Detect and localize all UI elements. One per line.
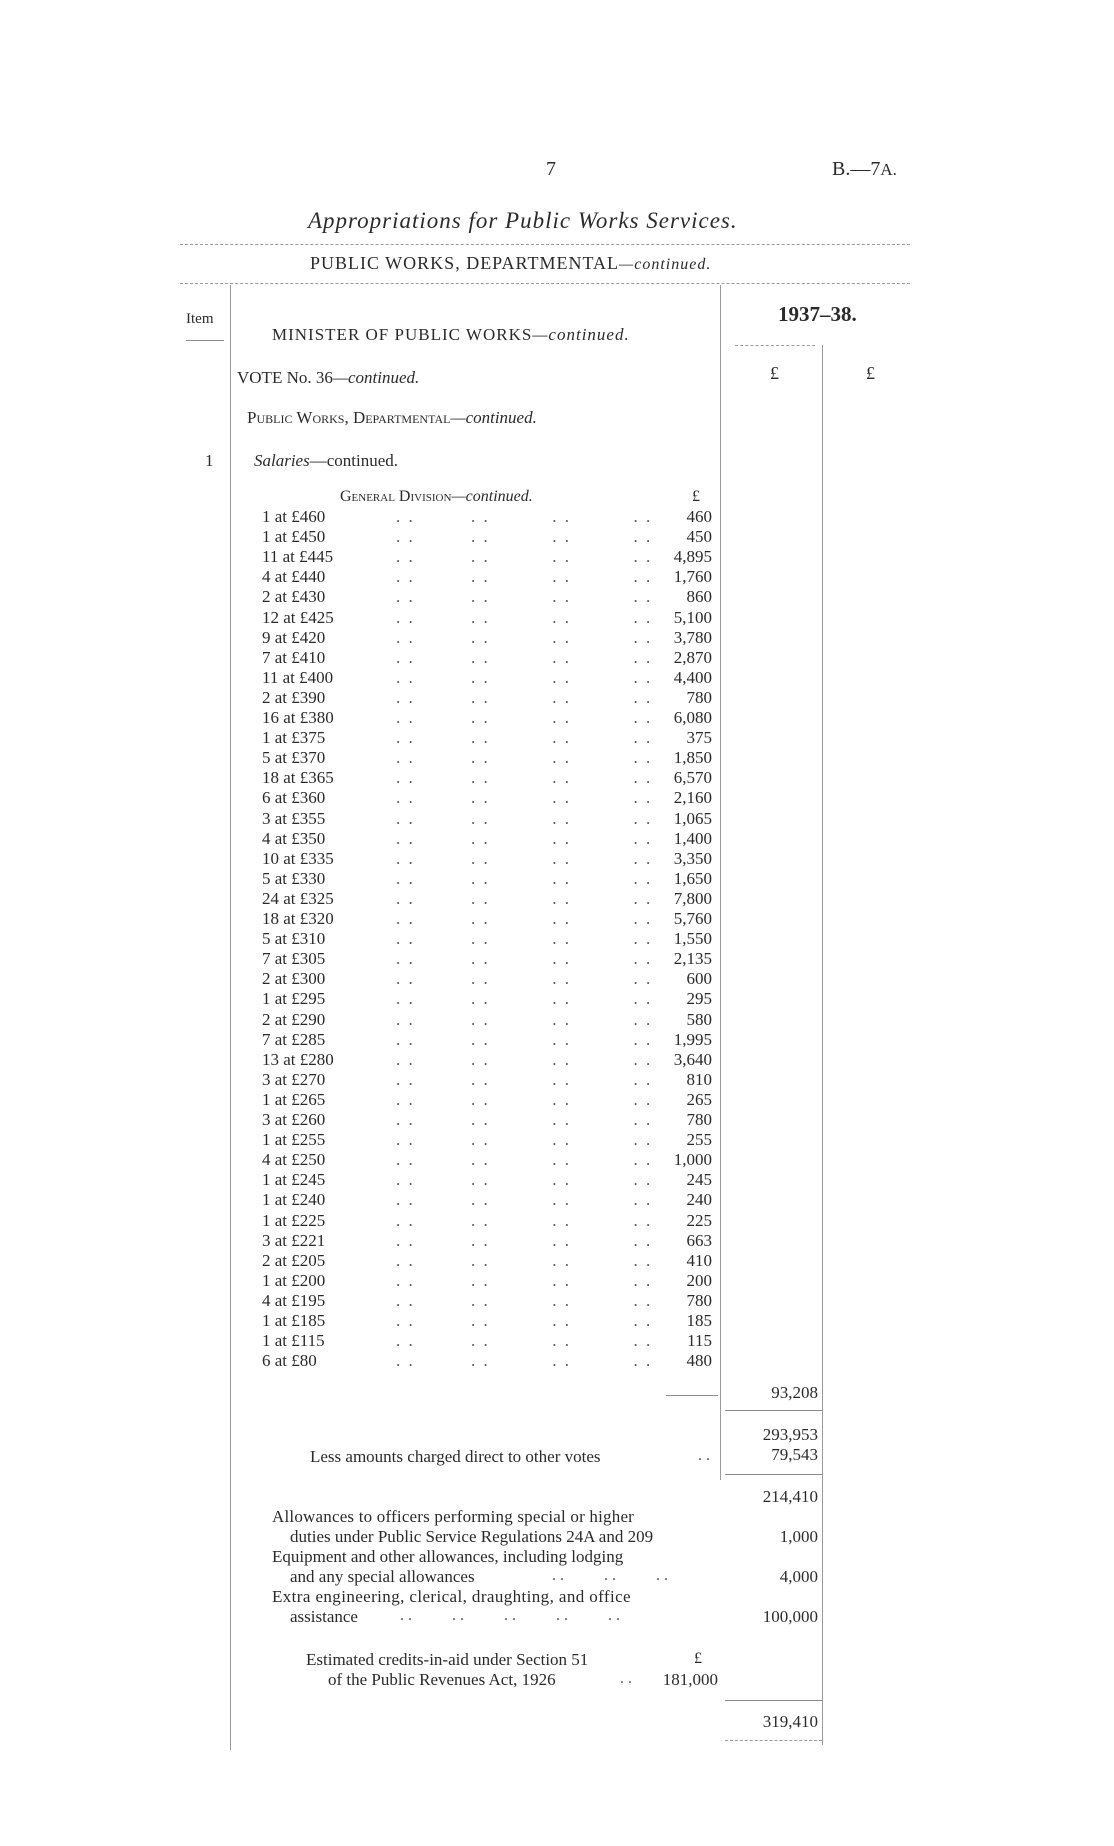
- salary-amount: 6,080: [673, 708, 712, 727]
- extra-amount: 100,000: [762, 1607, 818, 1626]
- gross-total: 293,953: [762, 1425, 818, 1444]
- leader-dots: . . . . . . . .: [396, 909, 653, 928]
- grand-total: 319,410: [762, 1712, 818, 1731]
- salaries-heading-main: Salaries: [254, 451, 310, 470]
- less-amounts-value: 79,543: [771, 1445, 818, 1464]
- leader-dots: . . . . . . . .: [396, 1331, 653, 1351]
- salary-row: [262, 1090, 712, 1110]
- allowances-amount: 1,000: [779, 1527, 818, 1546]
- salary-rate: 5 at £310: [262, 929, 326, 949]
- salary-row: [262, 668, 712, 688]
- division-heading: [340, 488, 533, 506]
- salary-row: [262, 608, 712, 628]
- salary-rate: 1 at £115: [262, 1331, 325, 1351]
- leader-dots: . . . . . . . .: [396, 567, 653, 587]
- salary-rate: 1 at £255: [262, 1130, 326, 1150]
- salary-row: [262, 1351, 712, 1371]
- salary-row: [262, 1311, 712, 1331]
- salary-rate: 1 at £450: [262, 527, 326, 547]
- salary-rate: 4 at £195: [262, 1290, 326, 1310]
- salary-amount: 375: [686, 728, 712, 748]
- salary-row: [262, 929, 712, 949]
- salary-amount: 460: [686, 507, 712, 526]
- salary-amount: 600: [686, 969, 712, 989]
- salary-amount: 200: [686, 1270, 712, 1290]
- vote-heading-main: VOTE No. 36: [237, 368, 333, 387]
- leader-dots: . . . . . . . .: [396, 728, 653, 748]
- salary-rate: 7 at £285: [262, 1029, 326, 1049]
- salary-row: [262, 648, 712, 668]
- leader-dots: . . . . . . . .: [396, 1230, 653, 1250]
- salary-rate: 2 at £205: [262, 1250, 326, 1270]
- salary-amount: 295: [686, 989, 712, 1009]
- salary-rate: 2 at £390: [262, 687, 326, 707]
- salary-rate: 4 at £350: [262, 828, 326, 848]
- salary-rate: 3 at £270: [262, 1069, 326, 1089]
- salary-rate: 9 at £420: [262, 627, 326, 647]
- salary-amount: 2,870: [673, 647, 712, 667]
- minister-heading: [272, 325, 630, 345]
- salary-amount: 1,650: [673, 868, 712, 888]
- salary-row: [262, 1130, 712, 1150]
- grand-total-bottom-rule: [725, 1740, 822, 1741]
- salary-amount: 7,800: [673, 888, 712, 908]
- equipment-amount: 4,000: [779, 1567, 818, 1586]
- equipment-line-1: Equipment and other allowances, including lodging: [272, 1547, 624, 1566]
- item-column-label: Item: [186, 311, 214, 327]
- vote-heading: [237, 368, 419, 388]
- leader-dots: . . . . . . . .: [396, 868, 653, 888]
- salary-row: [262, 1271, 712, 1291]
- leader-dots: . . . . . . . .: [396, 1089, 653, 1109]
- less-amounts-dots: . .: [698, 1447, 710, 1464]
- grand-total-top-rule: [725, 1700, 822, 1701]
- year-underline: [735, 345, 815, 346]
- salary-row: [262, 989, 712, 1009]
- salary-row: [262, 1070, 712, 1090]
- salary-rate: 11 at £445: [262, 547, 334, 567]
- salary-rate: 10 at £335: [262, 848, 334, 868]
- salaries-heading: [254, 451, 398, 471]
- sub-title-continued: —continued.: [619, 256, 712, 273]
- salary-amount: 450: [686, 527, 712, 547]
- item-number: 1: [205, 451, 214, 470]
- salary-rate: 6 at £80: [262, 1351, 317, 1371]
- salary-rate: 1 at £185: [262, 1311, 326, 1330]
- salary-row: [262, 869, 712, 889]
- credits-line-2: of the Public Revenues Act, 1926: [328, 1670, 556, 1689]
- salary-rate: 1 at £245: [262, 1170, 326, 1190]
- salary-amount: 3,350: [673, 848, 712, 868]
- salary-rate: 24 at £325: [262, 888, 334, 908]
- salary-row: [262, 969, 712, 989]
- item-label-underline: [186, 340, 224, 341]
- sub-title: [310, 253, 711, 274]
- department-heading: [247, 408, 537, 428]
- leader-dots: . . . . . . . .: [396, 587, 653, 607]
- salary-row: [262, 768, 712, 788]
- salaries-heading-continued: —continued.: [309, 451, 399, 470]
- leader-dots: . . . . . . . .: [396, 929, 653, 949]
- leader-dots: . . . . . . . .: [396, 1210, 653, 1230]
- salary-rate: 18 at £320: [262, 909, 334, 928]
- main-title: Appropriations for Public Works Services.: [308, 208, 738, 233]
- salary-row: [262, 567, 712, 587]
- title-rule: [180, 244, 910, 245]
- leader-dots: . . . . . . . .: [396, 1190, 653, 1210]
- less-amounts-underline: [725, 1474, 822, 1475]
- credits-amount: 181,000: [662, 1670, 718, 1689]
- leader-dots: . . . . . . . .: [396, 708, 653, 727]
- salary-amount: 1,550: [673, 929, 712, 949]
- salary-row: [262, 547, 712, 567]
- salary-row: [262, 587, 712, 607]
- leader-dots: . . . . . . . .: [396, 667, 653, 687]
- extra-line-1: Extra engineering, clerical, draughting, and office: [272, 1587, 631, 1606]
- leader-dots: . . . . . . . .: [396, 507, 653, 526]
- salary-rate: 3 at £260: [262, 1110, 326, 1129]
- salary-row: [262, 1231, 712, 1251]
- salary-amount: 780: [686, 687, 712, 707]
- salary-row: [262, 1190, 712, 1210]
- salary-row: [262, 949, 712, 969]
- leader-dots: . . . . . . . .: [396, 808, 653, 828]
- leader-dots: . . . . . . . .: [396, 1110, 653, 1129]
- page-number: 7: [546, 158, 556, 180]
- salary-row: [262, 628, 712, 648]
- leader-dots: . . . . . . . .: [396, 1049, 653, 1069]
- document-reference: [832, 158, 897, 181]
- salary-rate: 5 at £330: [262, 868, 326, 888]
- leader-dots: . . . . . . . .: [396, 1270, 653, 1290]
- salary-row: [262, 809, 712, 829]
- salary-rate: 2 at £300: [262, 969, 326, 989]
- extra-dots: . . . . . . . . . .: [400, 1607, 620, 1624]
- item-column-divider: [230, 285, 231, 1750]
- salary-rate: 6 at £360: [262, 788, 326, 808]
- salary-rate: 7 at £305: [262, 949, 326, 969]
- leader-dots: . . . . . . . .: [396, 949, 653, 969]
- leader-dots: . . . . . . . .: [396, 1170, 653, 1190]
- leader-dots: . . . . . . . .: [396, 687, 653, 707]
- leader-dots: . . . . . . . .: [396, 547, 653, 567]
- salary-rate: 1 at £295: [262, 989, 326, 1009]
- vote-heading-continued: —continued.: [332, 368, 420, 387]
- leader-dots: . . . . . . . .: [396, 647, 653, 667]
- leader-dots: . . . . . . . .: [396, 1150, 653, 1170]
- department-heading-main: Public Works, Departmental: [247, 408, 451, 427]
- division-heading-continued: —continued.: [451, 488, 533, 505]
- leader-dots: . . . . . . . .: [396, 989, 653, 1009]
- leader-dots: . . . . . . . .: [396, 748, 653, 768]
- leader-dots: . . . . . . . .: [396, 1311, 653, 1330]
- extra-line-2: assistance: [290, 1607, 358, 1626]
- salary-amount: 580: [686, 1009, 712, 1029]
- salary-amount: 6,570: [673, 768, 712, 788]
- salary-row: [262, 909, 712, 929]
- salary-row: [262, 1110, 712, 1130]
- salary-rate: 1 at £225: [262, 1210, 326, 1230]
- credits-currency: £: [694, 1650, 702, 1667]
- salary-amount: 780: [686, 1290, 712, 1310]
- credits-line-1: Estimated credits-in-aid under Section 51: [306, 1650, 589, 1669]
- salary-rate: 4 at £440: [262, 567, 326, 587]
- minister-heading-main: MINISTER OF PUBLIC WORKS: [272, 325, 533, 344]
- document-reference-suffix: A.: [880, 160, 897, 179]
- leader-dots: . . . . . . . .: [396, 1069, 653, 1089]
- division-heading-main: General Division: [340, 488, 452, 505]
- credits-dots: . .: [620, 1670, 632, 1687]
- salary-rate: 3 at £355: [262, 808, 326, 828]
- salary-amount: 1,400: [673, 828, 712, 848]
- salary-row: [262, 507, 712, 527]
- salary-rate: 4 at £250: [262, 1150, 326, 1170]
- salary-amount: 410: [686, 1250, 712, 1270]
- salary-amount: 1,760: [673, 567, 712, 587]
- salary-amount: 4,895: [673, 547, 712, 567]
- salary-row: [262, 849, 712, 869]
- less-amounts-label: Less amounts charged direct to other votes: [310, 1447, 601, 1466]
- header-rule: [180, 283, 910, 284]
- salary-amount: 245: [686, 1170, 712, 1190]
- salary-amount: 5,760: [673, 909, 712, 928]
- salary-rate: 5 at £370: [262, 748, 326, 768]
- document-reference-main: B.—7: [832, 158, 881, 180]
- leader-dots: . . . . . . . .: [396, 1250, 653, 1270]
- leader-dots: . . . . . . . .: [396, 828, 653, 848]
- equipment-line-2: and any special allowances: [290, 1567, 475, 1586]
- leader-dots: . . . . . . . .: [396, 1290, 653, 1310]
- salary-row: [262, 1331, 712, 1351]
- year-column-label: 1937–38.: [778, 302, 857, 326]
- salary-amount: 1,065: [673, 808, 712, 828]
- leader-dots: . . . . . . . .: [396, 627, 653, 647]
- salary-rate: 2 at £290: [262, 1009, 326, 1029]
- salary-amount: 860: [686, 587, 712, 607]
- salary-amount: 1,995: [673, 1029, 712, 1049]
- leader-dots: . . . . . . . .: [396, 1130, 653, 1150]
- salary-row: [262, 527, 712, 547]
- salary-amount: 663: [686, 1230, 712, 1250]
- allowances-line-2: duties under Public Service Regulations 24A and 209: [290, 1527, 654, 1546]
- salary-rate: 1 at £240: [262, 1190, 326, 1210]
- salary-row: [262, 708, 712, 728]
- allowances-line-1: Allowances to officers performing special or higher: [272, 1507, 635, 1526]
- leader-dots: . . . . . . . .: [396, 888, 653, 908]
- salary-amount: 1,000: [673, 1150, 712, 1170]
- salary-amount: 5,100: [673, 607, 712, 627]
- salary-row: [262, 829, 712, 849]
- equipment-dots: . . . . . .: [552, 1567, 668, 1584]
- division-total-rule: [666, 1395, 718, 1396]
- salary-amount: 3,640: [673, 1049, 712, 1069]
- salary-row: [262, 1211, 712, 1231]
- salary-rate: 18 at £365: [262, 768, 334, 788]
- salary-amount: 115: [687, 1331, 712, 1351]
- leader-dots: . . . . . . . .: [396, 607, 653, 627]
- salary-row: [262, 688, 712, 708]
- leader-dots: . . . . . . . .: [396, 768, 653, 788]
- salary-amount: 480: [686, 1351, 712, 1371]
- sub-title-main: PUBLIC WORKS, DEPARTMENTAL: [310, 253, 620, 273]
- leader-dots: . . . . . . . .: [396, 969, 653, 989]
- leader-dots: . . . . . . . .: [396, 1029, 653, 1049]
- leader-dots: . . . . . . . .: [396, 788, 653, 808]
- salary-amount: 780: [686, 1110, 712, 1129]
- salary-rate: 1 at £265: [262, 1089, 326, 1109]
- amount-column-divider: [822, 345, 823, 1745]
- salary-amount: 225: [686, 1210, 712, 1230]
- minister-heading-continued: —continued.: [532, 325, 630, 344]
- salary-row: [262, 748, 712, 768]
- division-total-underline: [725, 1410, 822, 1411]
- salary-rate: 7 at £410: [262, 647, 326, 667]
- division-total: 93,208: [771, 1383, 818, 1402]
- salary-amount: 255: [686, 1130, 712, 1150]
- leader-dots: . . . . . . . .: [396, 848, 653, 868]
- salary-rate: 13 at £280: [262, 1049, 334, 1069]
- salary-amount: 2,160: [673, 788, 712, 808]
- salary-amount: 240: [686, 1190, 712, 1210]
- department-heading-continued: —continued.: [450, 408, 537, 427]
- currency-column-2: £: [866, 363, 875, 383]
- salary-row: [262, 889, 712, 909]
- text-column-divider: [720, 285, 721, 1480]
- salary-row: [262, 788, 712, 808]
- salary-rate: 11 at £400: [262, 667, 334, 687]
- salary-amount: 2,135: [673, 949, 712, 969]
- salary-rate: 1 at £200: [262, 1270, 326, 1290]
- salary-row: [262, 1050, 712, 1070]
- salary-row: [262, 1030, 712, 1050]
- salary-amount: 3,780: [673, 627, 712, 647]
- salary-row: [262, 728, 712, 748]
- salary-row: [262, 1150, 712, 1170]
- salary-row: [262, 1010, 712, 1030]
- salary-rate: 3 at £221: [262, 1230, 326, 1250]
- currency-inner: £: [692, 488, 700, 505]
- salary-amount: 810: [686, 1069, 712, 1089]
- currency-column-1: £: [770, 363, 779, 383]
- salary-rate: 2 at £430: [262, 587, 326, 607]
- salary-amount: 185: [686, 1311, 712, 1330]
- salary-rate: 16 at £380: [262, 708, 334, 727]
- salary-rate: 1 at £460: [262, 507, 326, 526]
- salary-amount: 1,850: [673, 748, 712, 768]
- leader-dots: . . . . . . . .: [396, 527, 653, 547]
- salary-amount: 265: [686, 1089, 712, 1109]
- leader-dots: . . . . . . . .: [396, 1351, 653, 1371]
- salary-rate: 12 at £425: [262, 607, 334, 627]
- salary-row: [262, 1170, 712, 1190]
- salary-amount: 4,400: [673, 667, 712, 687]
- salary-row: [262, 1251, 712, 1271]
- salary-row: [262, 1291, 712, 1311]
- net-total: 214,410: [762, 1487, 818, 1506]
- salary-rate: 1 at £375: [262, 728, 326, 748]
- leader-dots: . . . . . . . .: [396, 1009, 653, 1029]
